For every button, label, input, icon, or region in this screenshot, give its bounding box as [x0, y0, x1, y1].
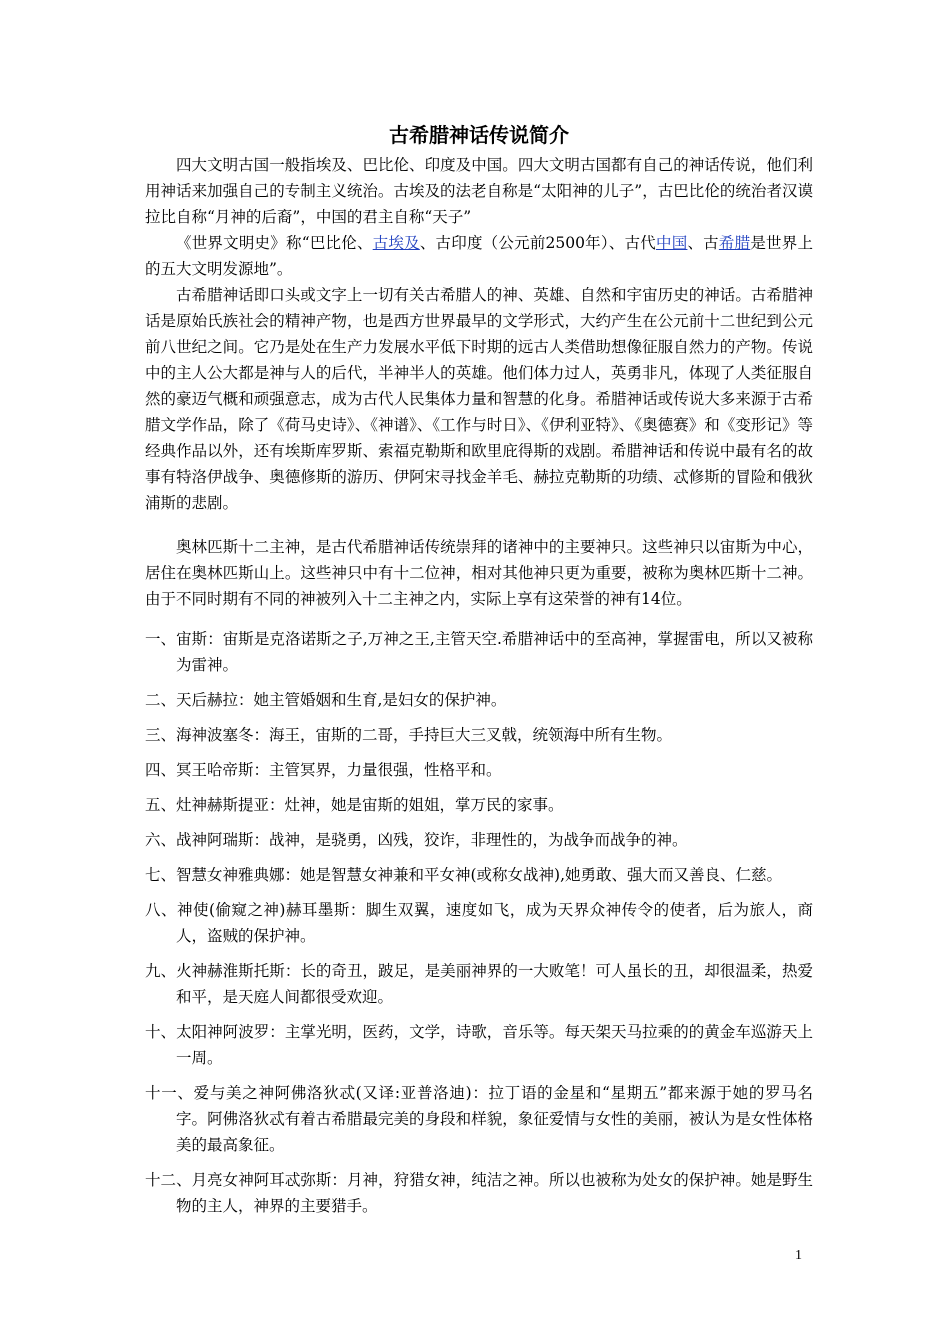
list-item: 四、冥王哈帝斯：主管冥界，力量很强，性格平和。 — [145, 761, 502, 779]
list-item: 九、火神赫淮斯托斯：长的奇丑，跛足，是美丽神界的一大败笔！可人虽长的丑，却很温柔，热爱和平，是天庭人间都很受欢迎。 — [145, 962, 813, 1006]
list-item: 六、战神阿瑞斯：战神，是骁勇，凶残，狡诈，非理性的，为战争而战争的神。 — [145, 831, 688, 849]
list-item: 八、神使(偷窥之神)赫耳墨斯：脚生双翼，速度如飞，成为天界众神传令的使者，后为旅人，商人，盗贼的保护神。 — [145, 901, 813, 945]
intro-paragraph-1: 四大文明古国一般指埃及、巴比伦、印度及中国。四大文明古国都有自己的神话传说，他们利用神话来加强自己的专制主义统治。古埃及的法老自称是“太阳神的儿子”，古巴比伦的统治者汉谟拉比自称“月神的后裔”，中国的君主自称“天子” — [145, 156, 813, 226]
document-body — [145, 120, 813, 1219]
list-item: 十、太阳神阿波罗：主掌光明，医药，文学，诗歌，音乐等。每天架天马拉乘的的黄金车巡游天上一周。 — [145, 1023, 813, 1067]
intro-paragraph-2 — [145, 230, 813, 282]
list-item: 十二、月亮女神阿耳忒弥斯：月神，狩猎女神，纯洁之神。所以也被称为处女的保护神。她是野生物的主人，神界的主要猎手。 — [145, 1171, 813, 1215]
p2-text-a: 《世界文明史》称“巴比伦、 — [176, 234, 373, 252]
page-number: 1 — [795, 1248, 802, 1263]
list-item: 二、天后赫拉：她主管婚姻和生育,是妇女的保护神。 — [145, 691, 507, 709]
intro-paragraph-3: 古希腊神话即口头或文字上一切有关古希腊人的神、英雄、自然和宇宙历史的神话。古希腊神话是原始氏族社会的精神产物，也是西方世界最早的文学形式，大约产生在公元前十二世纪到公元前八世纪之间。它乃是处在生产力发展水平低下时期的远古人类借助想像征服自然力的产物。传说中的主人公大都是神与人的后代，半神半人的英雄。他们体力过人，英勇非凡，体现了人类征服自然的豪迈气概和顽强意志，成为古代人民集体力量和智慧的化身。希腊神话或传说大多来源于古希腊文学作品，除了《荷马史诗》、《神谱》、《工作与时日》、《伊利亚特》、《奥德赛》和《变形记》等经典作品以外，还有埃斯库罗斯、索福克勒斯和欧里庇得斯的戏剧。希腊神话和传说中最有名的故事有特洛伊战争、奥德修斯的游历、伊阿宋寻找金羊毛、赫拉克勒斯的功绩、忒修斯的冒险和俄狄浦斯的悲剧。 — [145, 286, 813, 512]
list-item: 五、灶神赫斯提亚：灶神，她是宙斯的姐姐，掌万民的家事。 — [145, 796, 564, 814]
link-china[interactable]: 中国 — [656, 234, 688, 252]
olympian-gods-list — [145, 626, 813, 1219]
list-item: 十一、爱与美之神阿佛洛狄忒(又译:亚普洛迪)：拉丁语的金星和“星期五”都来源于她的罗马名字。阿佛洛狄忒有着古希腊最完美的身段和样貌，象征爱情与女性的美丽，被认为是女性体格美的最高象征。 — [145, 1084, 813, 1154]
link-ancient-egypt[interactable]: 古埃及 — [372, 234, 420, 252]
list-item: 七、智慧女神雅典娜：她是智慧女神兼和平女神(或称女战神),她勇敢、强大而又善良、仁慈。 — [145, 866, 783, 884]
p2-text-c: 、古 — [687, 234, 719, 252]
link-greece[interactable]: 希腊 — [718, 234, 751, 252]
p2-text-d: 是世界上的五大文明发源地”。 — [145, 234, 813, 278]
list-item: 一、宙斯：宙斯是克洛诺斯之子,万神之王,主管天空.希腊神话中的至高神，掌握雷电，所以又被称为雷神。 — [145, 630, 813, 674]
list-item: 三、海神波塞冬：海王，宙斯的二哥，手持巨大三叉戟，统领海中所有生物。 — [145, 726, 673, 744]
intro-paragraph-4: 奥林匹斯十二主神，是古代希腊神话传统崇拜的诸神中的主要神只。这些神只以宙斯为中心，居住在奥林匹斯山上。这些神只中有十二位神，相对其他神只更为重要，被称为奥林匹斯十二神。由于不同时期有不同的神被列入十二主神之内，实际上享有这荣誉的神有14位。 — [145, 538, 813, 608]
document-title: 古希腊神话传说简介 — [389, 123, 569, 147]
p2-text-b: 、古印度（公元前2500年）、古代 — [419, 234, 656, 252]
